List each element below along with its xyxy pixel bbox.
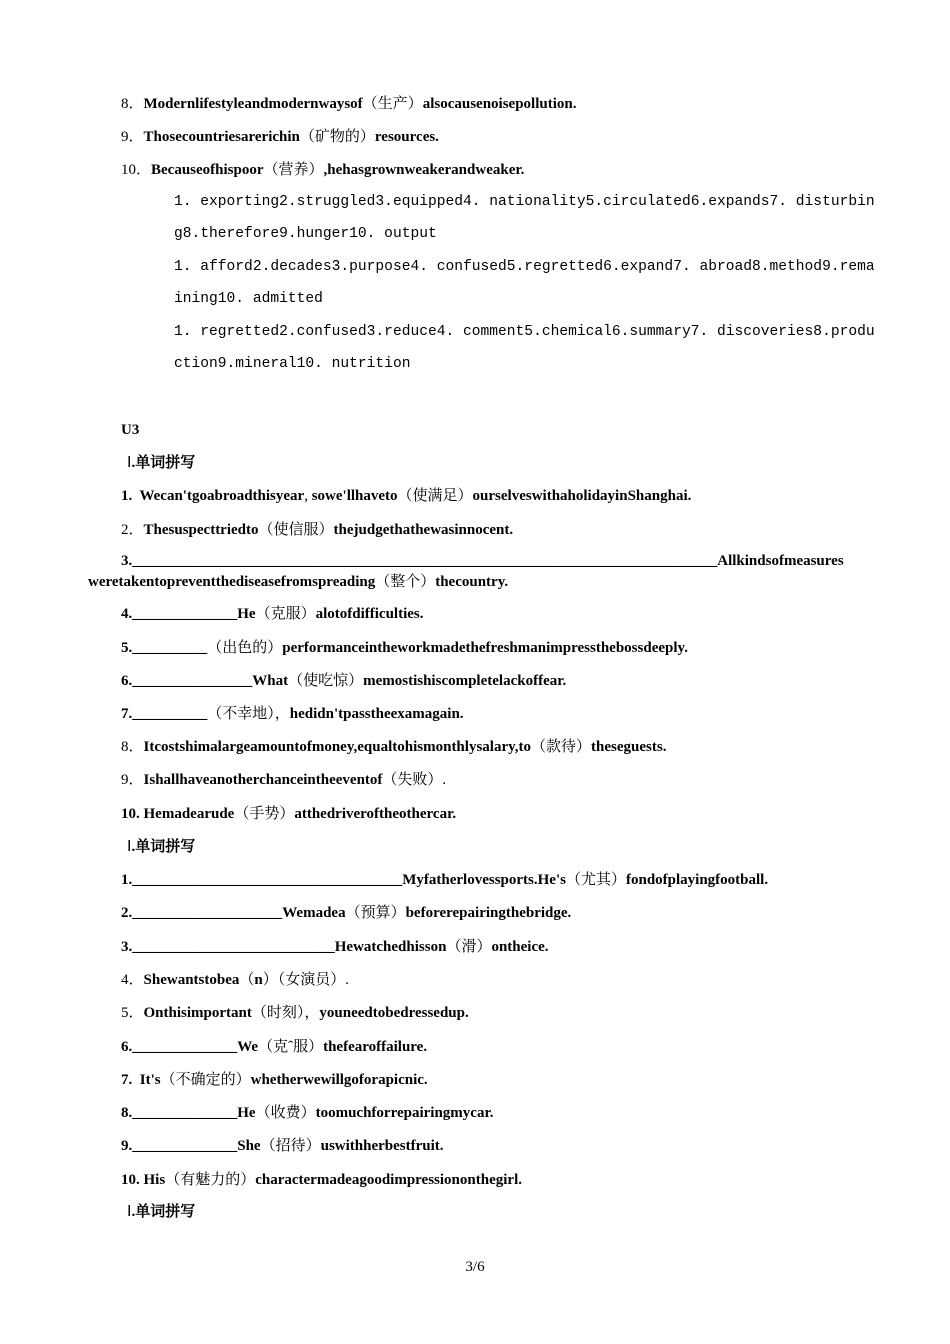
text-segment: atthedriveroftheothercar. — [294, 806, 457, 822]
exercise-line — [121, 1136, 444, 1156]
text-segment: 10. His — [121, 1172, 166, 1188]
text-segment: ,hehasgrownweakerandweaker. — [323, 162, 525, 178]
text-segment: 5.__________ — [121, 640, 208, 656]
text-segment: 1. exporting2.struggled3.equipped4. nationality5.circulated6.expands7. disturbin — [174, 194, 875, 210]
text-segment: 2． — [121, 522, 144, 538]
text-segment: ourselveswithaholidayinShanghai. — [472, 488, 692, 504]
exercise-line — [121, 970, 349, 990]
text-segment: Shewantstobea — [143, 972, 240, 988]
text-segment: Ishallhaveanotherchanceintheeventof — [143, 772, 383, 788]
text-segment: ining10. admitted — [174, 291, 323, 307]
exercise-line — [121, 870, 768, 890]
text-segment: （预算） — [345, 905, 406, 921]
exercise-line — [121, 94, 576, 114]
text-segment: 6.______________We — [121, 1039, 259, 1055]
text-segment: Becauseofhispoor — [151, 162, 264, 178]
answer-line — [174, 354, 410, 374]
text-segment: 9． — [121, 129, 144, 145]
text-segment: 1. Wecan'tgoabroadthisyear — [121, 488, 305, 504]
text-segment: 9.______________She — [121, 1138, 261, 1154]
text-segment: 8． — [121, 739, 144, 755]
exercise-line — [121, 903, 571, 923]
text-segment: 7.__________ — [121, 706, 208, 722]
text-segment: 2.____________________Wemadea — [121, 905, 346, 921]
text-segment: youneedtobedressedup. — [319, 1005, 469, 1021]
text-segment: 8.______________He — [121, 1105, 256, 1121]
answer-line — [174, 322, 875, 342]
exercise-line — [121, 1103, 493, 1123]
answer-line — [174, 289, 323, 309]
text-segment: （ — [239, 972, 255, 988]
text-segment: resources. — [374, 129, 439, 145]
exercise-line — [121, 770, 446, 790]
exercise-line — [121, 671, 566, 691]
text-segment: beforerepairingthebridge. — [405, 905, 572, 921]
text-segment: （不确定的） — [160, 1072, 251, 1088]
text-segment: fondofplayingfootball. — [625, 872, 769, 888]
text-segment: hedidn'tpasstheexamagain. — [289, 706, 464, 722]
section-heading — [127, 1202, 195, 1222]
page-number: 3/6 — [465, 1259, 485, 1275]
text-segment: 10. Hemadearude — [121, 806, 235, 822]
text-segment: （使信服） — [258, 522, 334, 538]
text-segment: （使吃惊） — [288, 673, 364, 689]
text-segment: （招待） — [260, 1138, 321, 1154]
text-segment: （出色的） — [207, 640, 283, 656]
text-segment: （有魅力的） — [165, 1172, 256, 1188]
text-segment: （手势） — [234, 806, 295, 822]
text-segment: .单词拼写 — [131, 1204, 196, 1220]
exercise-line — [121, 551, 844, 571]
text-segment: 8． — [121, 96, 144, 112]
text-segment: （克服） — [255, 606, 316, 622]
text-segment: 3.______________________________________________________________________________Allkindsofmeasures — [121, 553, 844, 569]
text-segment: sowe'llhaveto — [311, 488, 398, 504]
text-segment: （收费） — [255, 1105, 316, 1121]
text-segment: （使满足） — [397, 488, 473, 504]
text-segment: Ⅰ — [127, 455, 132, 471]
text-segment: thecountry. — [435, 574, 509, 590]
text-segment: U3 — [121, 422, 140, 438]
text-segment: ontheice. — [491, 939, 549, 955]
exercise-line — [121, 1003, 469, 1023]
text-segment: 6.________________What — [121, 673, 289, 689]
exercise-line — [121, 486, 691, 506]
text-segment: （时刻）， — [251, 1005, 320, 1021]
section-heading — [127, 837, 195, 857]
text-segment: （整个） — [375, 574, 436, 590]
exercise-line — [121, 804, 456, 824]
text-segment: uswithherbestfruit. — [320, 1138, 444, 1154]
text-segment: charactermadeagoodimpressiononthegirl. — [255, 1172, 522, 1188]
text-segment: 5． — [121, 1005, 144, 1021]
text-segment: g8.therefore9.hunger10. output — [174, 226, 437, 242]
exercise-line — [121, 937, 549, 957]
exercise-line — [121, 1070, 428, 1090]
exercise-line — [121, 160, 524, 180]
text-segment: Thosecountriesarerichin — [143, 129, 300, 145]
text-segment: memostishiscompletelackoffear. — [363, 673, 567, 689]
exercise-line — [88, 572, 508, 592]
text-segment: performanceintheworkmadethefreshmanimpressthebossdeeply. — [282, 640, 688, 656]
text-segment: .单词拼写 — [131, 839, 196, 855]
text-segment: theseguests. — [591, 739, 667, 755]
exercise-line — [121, 737, 666, 757]
text-segment: （克ˆ服） — [258, 1039, 324, 1055]
text-segment: （失败）. — [382, 772, 447, 788]
text-segment: Ⅰ — [127, 839, 132, 855]
text-segment: alotofdifficulties. — [315, 606, 424, 622]
text-segment: （生产） — [362, 96, 423, 112]
text-segment: ction9.mineral10. nutrition — [174, 356, 411, 372]
text-segment: Itcostshimalargeamountofmoney,equaltohismonthlysalary,to — [143, 739, 532, 755]
text-segment: , — [304, 488, 312, 504]
answer-line — [174, 224, 437, 244]
text-segment: weretakentopreventthediseasefromspreading — [88, 574, 376, 590]
text-segment: Onthisimportant — [143, 1005, 252, 1021]
text-segment: ）（女演员）. — [262, 972, 349, 988]
text-segment: 3.___________________________Hewatchedhisson — [121, 939, 447, 955]
section-heading — [121, 420, 139, 440]
text-segment: （不幸地）， — [207, 706, 290, 722]
text-segment: 7. It's — [121, 1072, 161, 1088]
text-segment: （滑） — [446, 939, 492, 955]
text-segment: 1. regretted2.confused3.reduce4. comment5.chemical6.summary7. discoveries8.produ — [174, 324, 875, 340]
text-segment: 1. afford2.decades3.purpose4. confused5.regretted6.expand7. abroad8.method9.rema — [174, 259, 875, 275]
text-segment: （营养） — [263, 162, 324, 178]
text-segment: 9． — [121, 772, 144, 788]
text-segment: 1.____________________________________Myfatherlovessports.He's — [121, 872, 566, 888]
text-segment: （尤其） — [565, 872, 626, 888]
text-segment: Ⅰ — [127, 1204, 132, 1220]
text-segment: 4． — [121, 972, 144, 988]
text-segment: n — [254, 972, 263, 988]
section-heading — [127, 453, 195, 473]
text-segment: Modernlifestyleandmodernwaysof — [143, 96, 363, 112]
exercise-line — [121, 520, 513, 540]
answer-line — [174, 257, 875, 277]
text-segment: （矿物的） — [299, 129, 375, 145]
text-segment: （款待） — [531, 739, 592, 755]
text-segment: thefearoffailure. — [323, 1039, 428, 1055]
text-segment: .单词拼写 — [131, 455, 196, 471]
exercise-line — [121, 638, 688, 658]
text-segment: Thesuspecttriedto — [143, 522, 259, 538]
exercise-line — [121, 127, 439, 147]
text-segment: whetherwewillgoforapicnic. — [250, 1072, 428, 1088]
text-segment: alsocausenoisepollution. — [422, 96, 577, 112]
text-segment: 4.______________He — [121, 606, 256, 622]
text-segment: thejudgethathewasinnocent. — [333, 522, 514, 538]
exercise-line — [121, 1170, 522, 1190]
text-segment: toomuchforrepairingmycar. — [315, 1105, 494, 1121]
exercise-line — [121, 1037, 427, 1057]
exercise-line — [121, 604, 424, 624]
text-segment: 10． — [121, 162, 152, 178]
answer-line — [174, 192, 875, 212]
exercise-line — [121, 704, 464, 724]
